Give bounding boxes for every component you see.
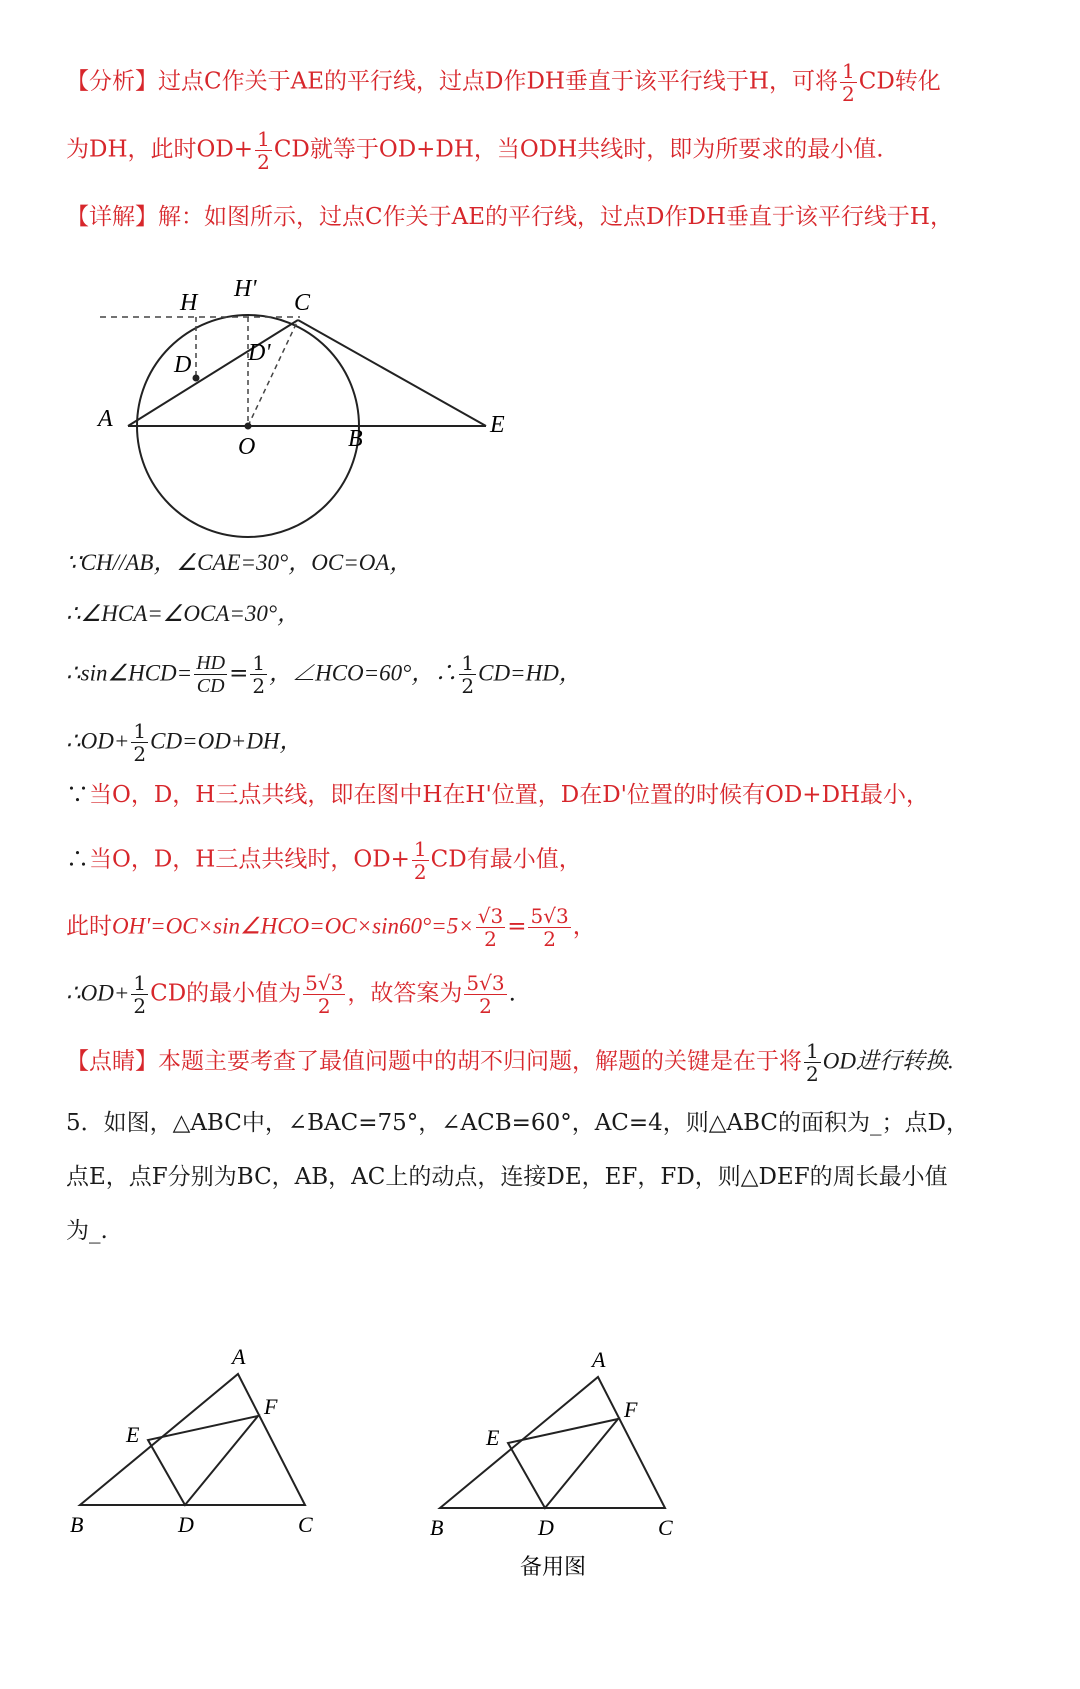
fraction: $\frac{HD}{CD}$ [196, 652, 226, 697]
step-7: 此时OH'=OC×sin∠HCO=OC×sin60°=5× $\frac{√3}{2}$ = $\frac{5√3}{2}$ ， [66, 904, 596, 951]
step-5: ∵当O，D，H三点共线，即在图中H在H'位置，D在D'位置的时候有OD+DH最小， [66, 782, 930, 808]
fraction: $\frac{1}{2}$ [806, 1039, 819, 1086]
fraction: $\frac{1}{2}$ [257, 127, 270, 174]
step-4: ∴OD+ $\frac{1}{2}$ CD=OD+DH， [66, 719, 303, 766]
fraction: $\frac{1}{2}$ [461, 651, 475, 698]
triangle-def-backup [508, 1419, 618, 1508]
detail-line: 【详解】解：如图所示，过点C作关于AE的平行线，过点D作DH垂直于该平行线于H， [66, 204, 953, 230]
analysis-line-2: 为DH，此时OD+ $\frac{1}{2}$ CD就等于OD+DH，当ODH共线时，即为所要求的最小值. [66, 127, 884, 174]
problem5-line-1: 5．如图，△ABC中，∠BAC=75°，∠ACB=60°，AC=4，则△ABC的面积为_；点D， [66, 1110, 969, 1136]
comment-label: 【点睛】 [66, 1048, 158, 1075]
step-8: ∴OD+ $\frac{1}{2}$ CD的最小值为 $\frac{5√3}{2}$ ，故答案为 $\frac{5√3}{2}$ . [66, 971, 516, 1018]
fig-label-f: F [264, 1394, 278, 1419]
line-ce [298, 320, 486, 426]
fraction: $\frac{√3}{2}$ [477, 904, 504, 951]
step-1: ∵CH//AB，∠CAE=30°，OC=OA， [66, 550, 413, 575]
label-o: O [238, 434, 256, 460]
fig2-label-e: E [486, 1425, 500, 1450]
label-b: B [348, 426, 363, 452]
fig-label-a: A [232, 1344, 246, 1369]
fig-label-b: B [70, 1512, 84, 1537]
point-d [193, 375, 200, 382]
fig-label-e: E [126, 1422, 140, 1447]
fraction: $\frac{1}{2}$ [252, 651, 266, 698]
fraction: $\frac{1}{2}$ [133, 719, 147, 766]
problem5-line-3: 为_. [66, 1218, 108, 1244]
step-3: ∴sin∠HCD= $\frac{HD}{CD}$ = $\frac{1}{2}$ ，∠HCO=60°，∴ $\frac{1}{2}$ CD=HD， [66, 651, 582, 698]
fig2-label-c: C [658, 1515, 673, 1540]
circle-figure [80, 260, 520, 560]
analysis-line-1: 【分析】过点C作关于AE的平行线，过点D作DH垂直于该平行线于H，可将 $\frac{1}{2}$ CD转化 [66, 59, 941, 106]
label-e: E [490, 412, 505, 438]
label-c: C [294, 290, 311, 316]
analysis-label: 【分析】 [66, 68, 158, 95]
label-d2: D' [248, 340, 271, 366]
backup-caption: 备用图 [520, 1555, 587, 1580]
triangle-figures [60, 1330, 760, 1620]
label-h2: H' [234, 276, 257, 302]
point-o [245, 423, 252, 430]
label-a: A [98, 406, 113, 432]
fraction: $\frac{1}{2}$ [413, 837, 427, 884]
step-6: ∴当O，D，H三点共线时，OD+ $\frac{1}{2}$ CD有最小值， [66, 837, 582, 884]
comment-line: 【点睛】本题主要考查了最值问题中的胡不归问题，解题的关键是在于将 $\frac{1}{2}$ OD进行转换. [66, 1039, 954, 1086]
label-h: H [180, 290, 198, 316]
detail-label: 【详解】 [66, 204, 158, 230]
fraction: $\frac{5√3}{2}$ [530, 904, 569, 951]
fig-label-d: D [178, 1512, 194, 1537]
fig2-label-d: D [538, 1515, 554, 1540]
problem5-line-2: 点E，点F分别为BC，AB，AC上的动点，连接DE，EF，FD，则△DEF的周长最小值 [66, 1164, 948, 1190]
fig2-label-b: B [430, 1515, 444, 1540]
fraction: $\frac{5√3}{2}$ [305, 971, 344, 1018]
fraction: $\frac{1}{2}$ [133, 971, 147, 1018]
fraction: $\frac{1}{2}$ [842, 59, 855, 106]
fig2-label-a: A [592, 1347, 606, 1372]
fig-label-c: C [298, 1512, 313, 1537]
fig2-label-f: F [624, 1397, 638, 1422]
label-d: D [174, 352, 192, 378]
triangle-def [148, 1416, 258, 1505]
fraction: $\frac{5√3}{2}$ [466, 971, 505, 1018]
step-2: ∴∠HCA=∠OCA=30°， [66, 601, 301, 626]
